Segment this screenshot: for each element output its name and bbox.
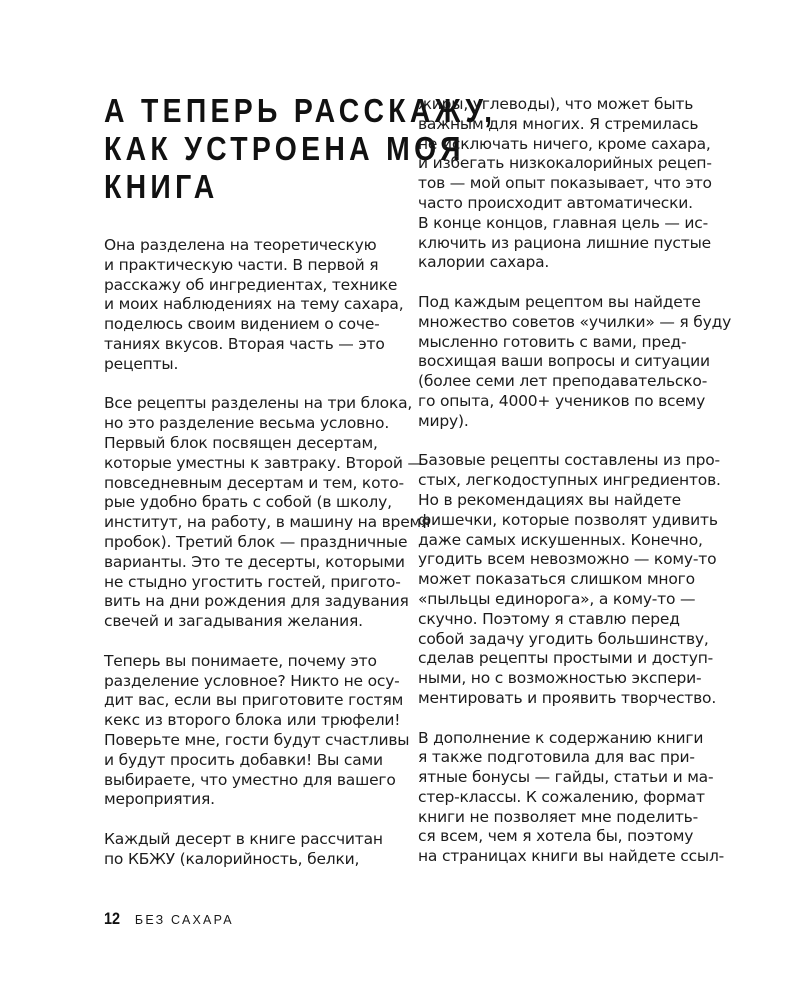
text-line: выбираете, что уместно для вашего [104,770,396,789]
page-footer [104,909,234,929]
text-line: вить на дни рождения для задувания [104,592,409,611]
text-line: пробок). Третий блок — праздничные [104,532,408,551]
text-line: Она разделена на теоретическую [104,236,377,254]
text-line: таниях вкусов. Вторая часть — это [104,334,385,353]
text-line: (более семи лет преподавательско- [418,372,708,391]
page-number: 12 [104,909,121,928]
text-line: скучно. Поэтому я ставлю перед [418,609,680,628]
heading-line: КАК УСТРОЕНА МОЯ [104,130,465,167]
right-column [418,95,732,887]
paragraph [418,292,732,432]
text-line: стер-классы. К сожалению, формат [418,787,705,806]
text-line: по КБЖУ (калорийность, белки, [104,849,360,868]
text-line: и практическую части. В первой я [104,255,379,274]
text-line: ными, но с возможностью экспери- [418,669,702,688]
text-line: не исключать ничего, кроме сахара, [418,134,711,153]
heading-line: КНИГА [104,168,219,205]
text-line: я также подготовила для вас при- [418,748,695,767]
heading-line: А ТЕПЕРЬ РАССКАЖУ, [104,92,497,129]
text-line: Но в рекомендациях вы найдете [418,490,681,509]
text-line: фишечки, которые позволят удивить [418,510,718,529]
text-line: но это разделение весьма условно. [104,414,390,433]
text-line: и избегать низкокалорийных рецеп- [418,154,712,173]
left-column [104,236,431,889]
text-line: рецепты. [104,354,179,373]
text-line: повседневным десертам и тем, кото- [104,473,404,492]
text-line: не стыдно угостить гостей, пригото- [104,572,401,591]
text-line: которые уместны к завтраку. Второй — [104,453,423,472]
text-line: Поверьте мне, гости будут счастливы [104,730,410,749]
text-line: В дополнение к содержанию книги [418,728,704,747]
text-line: жиры, углеводы), что может быть [418,95,694,113]
text-line: Теперь вы понимаете, почему это [104,651,377,670]
paragraph [418,95,718,273]
text-line: стых, легкодоступных ингредиентов. [418,471,721,490]
running-title: БЕЗ САХАРА [134,913,234,927]
text-line: ментировать и проявить творчество. [418,688,717,707]
text-line: варианты. Это те десерты, которыми [104,552,405,571]
text-line: калории сахара. [418,253,550,272]
text-line: сделав рецепты простыми и доступ- [418,649,714,668]
text-line: поделюсь своим видением о соче- [104,315,380,334]
text-line: может показаться слишком много [418,570,695,589]
text-line: институт, на работу, в машину на время [104,513,431,532]
text-line: свечей и загадывания желания. [104,612,363,631]
text-line: тов — мой опыт показывает, что это [418,174,712,193]
text-line: кекс из второго блока или трюфели! [104,711,401,730]
text-line: В конце концов, главная цель — ис- [418,213,708,232]
text-line: расскажу об ингредиентах, технике [104,275,398,294]
text-line: миру). [418,411,469,430]
text-line: угодить всем невозможно — кому-то [418,550,717,569]
text-line: множество советов «училки» — я буду [418,312,732,331]
chapter-heading [104,92,497,206]
text-line: на страницах книги вы найдете ссыл- [418,847,725,866]
text-line: мысленно готовить с вами, пред- [418,332,687,351]
text-line: даже самых искушенных. Конечно, [418,530,703,549]
text-line: часто происходит автоматически. [418,193,693,212]
text-line: ся всем, чем я хотела бы, поэтому [418,827,694,846]
text-line: Под каждым рецептом вы найдете [418,292,701,311]
text-line: восхищая ваши вопросы и ситуации [418,352,710,371]
text-line: го опыта, 4000+ учеников по всему [418,391,706,410]
text-line: и будут просить добавки! Вы сами [104,750,383,769]
text-line: Первый блок посвящен десертам, [104,433,378,452]
text-line: дит вас, если вы приготовите гостям [104,691,404,710]
text-line: и моих наблюдениях на тему сахара, [104,295,404,314]
paragraph [104,651,410,810]
text-line: Базовые рецепты составлены из про- [418,451,720,470]
paragraph [104,394,431,632]
text-line: Каждый десерт в книге рассчитан [104,829,383,848]
text-line: рые удобно брать с собой (в школу, [104,493,392,512]
paragraph [418,451,721,708]
text-line: Все рецепты разделены на три блока, [104,394,413,413]
text-line: собой задачу угодить большинству, [418,629,709,648]
text-line: важным для многих. Я стремилась [418,114,699,133]
text-line: мероприятия. [104,790,215,809]
paragraph [104,236,404,375]
text-line: «пыльцы единорога», а кому-то — [418,589,696,608]
text-line: ятные бонусы — гайды, статьи и ма- [418,768,714,787]
text-line: книги не позволяет мне поделить- [418,807,699,826]
text-line: ключить из рациона лишние пустые [418,233,711,252]
paragraph [104,830,404,870]
paragraph [418,728,725,868]
text-line: разделение условное? Никто не осу- [104,671,400,690]
